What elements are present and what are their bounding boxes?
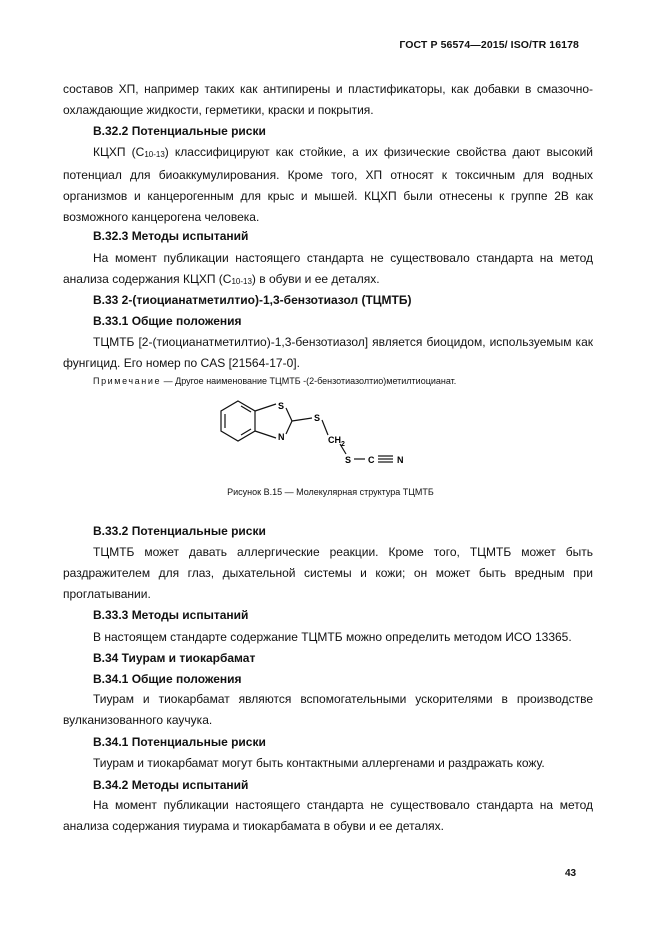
heading-b322: B.32.2 Потенциальные риски (93, 124, 266, 138)
heading-b323: B.32.3 Методы испытаний (93, 229, 249, 243)
paragraph-b333: В настоящем стандарте содержание ТЦМТБ можно определить методом ИСО 13365. (93, 630, 572, 644)
heading-b332: B.33.2 Потенциальные риски (93, 524, 266, 538)
heading-b333: B.33.3 Методы испытаний (93, 608, 249, 622)
molecular-structure-figure (210, 392, 430, 472)
heading-b331: B.33.1 Общие положения (93, 314, 242, 328)
paragraph-b341: Тиурам и тиокарбамат являются вспомогательными ускорителями в производстве вулканизованного каучука. (63, 692, 593, 727)
text-part: На момент публикации настоящего стандарта не существовало стандарта на метод анализа содержания КЦХП (C (63, 251, 593, 286)
note (93, 376, 456, 386)
figure-caption: Рисунок В.15 — Молекулярная структура ТЦМТБ (227, 487, 434, 497)
benzene-ring (221, 401, 255, 441)
paragraph-b322 (63, 142, 593, 228)
heading-b341: B.34.1 Общие положения (93, 672, 242, 686)
text-part: КЦХП (C (93, 145, 145, 159)
paragraph-intro: составов ХП, например таких как антипирены и пластификаторы, как добавки в смазочно-охлаждающие жидкости, герметики, краски и покрытия. (63, 82, 593, 117)
atom-s-link: S (314, 413, 321, 423)
page-number: 43 (565, 868, 577, 879)
heading-b342: B.34.2 Методы испытаний (93, 778, 249, 792)
atom-s-ring: S (278, 401, 285, 411)
subscript: 10-13 (231, 277, 252, 286)
subscript: 10-13 (144, 150, 165, 159)
atom-ch2 (328, 435, 345, 448)
paragraph-b332: ТЦМТБ может давать аллергические реакции. Кроме того, ТЦМТБ может быть раздражителем для глаз, дыхательной системы и кожи; он может быть вредным при проглатывании. (63, 545, 593, 601)
paragraph-b341-risks: Тиурам и тиокарбамат могут быть контактными аллергенами и раздражать кожу. (93, 756, 545, 770)
atom-n-ring: N (278, 432, 285, 442)
paragraph-b323 (63, 248, 593, 292)
atom-n-end: N (397, 455, 404, 465)
atom-ch: CH (328, 435, 341, 445)
paragraph-b331: ТЦМТБ [2-(тиоцианатметилтио)-1,3-бензотиазол] является биоцидом, используемым как фунгицид. Его номер по CAS [21564-17-0]. (63, 335, 593, 370)
paragraph-b342: На момент публикации настоящего стандарта не существовало стандарта на метод анализа содержания тиурама и тиокарбамата в обуви и ее деталях. (63, 798, 593, 833)
note-text: — Другое наименование ТЦМТБ -(2-бензотиазолтио)метилтиоцианат. (161, 376, 457, 386)
atom-ch2-subscript: 2 (341, 441, 345, 448)
atom-c: C (368, 455, 375, 465)
heading-b34: B.34 Тиурам и тиокарбамат (93, 651, 256, 665)
standard-header: ГОСТ Р 56574—2015/ ISO/TR 16178 (399, 39, 579, 51)
heading-b341-risks: B.34.1 Потенциальные риски (93, 735, 266, 749)
atom-s-bottom: S (345, 455, 352, 465)
heading-b33: B.33 2-(тиоцианатметилтио)-1,3-бензотиазол (ТЦМТБ) (93, 293, 412, 307)
note-label: Примечание (93, 376, 162, 386)
text-part: ) в обуви и ее деталях. (251, 272, 380, 286)
text-part: ) классифицируют как стойкие, а их физические свойства дают высокий потенциал для биоаккумулирования. Кроме того, ХП относят к токсичным для водных организмов и канцерогенным для крыс и мышей. КЦХП были отнесены к группе 2В как возможного канцерогена человека. (63, 145, 594, 224)
